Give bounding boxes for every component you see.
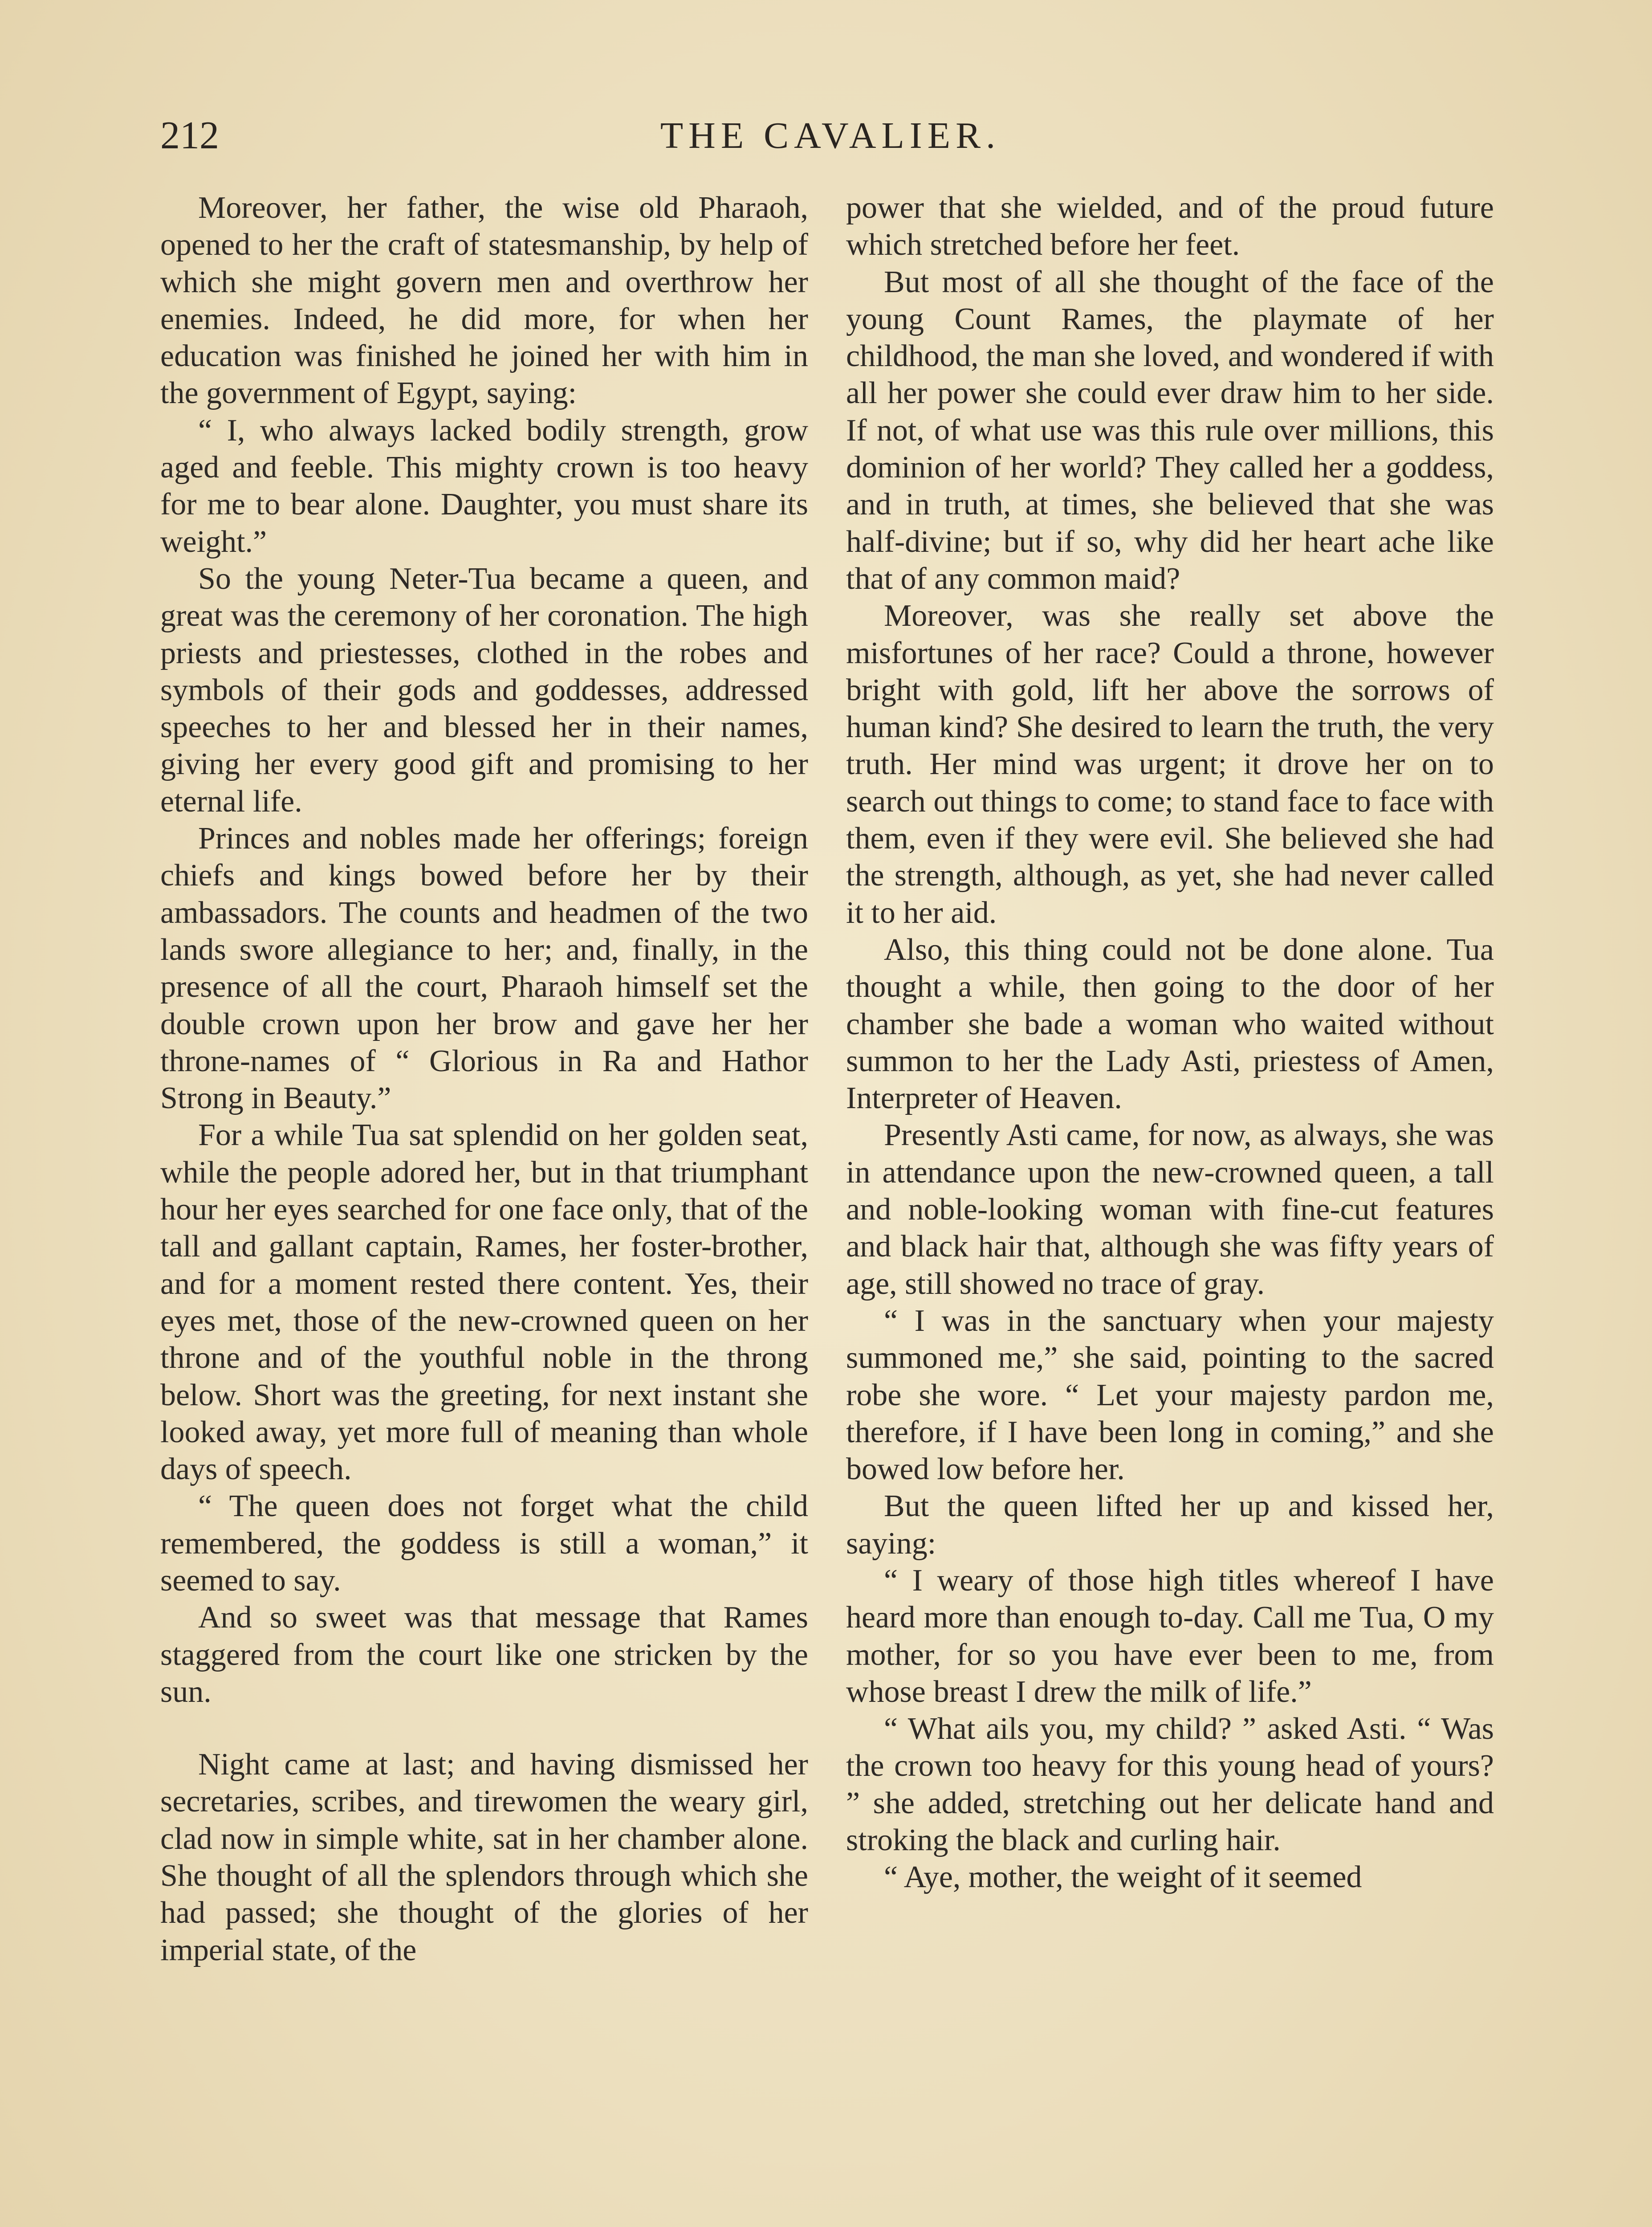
paragraph: Presently Asti came, for now, as always, she was in attendance upon the new-crowned queen, a tall and noble-looking woman with fine-cut features and black hair that, although she was fifty years of age, still showed no trace of gray. (846, 1118, 1494, 1301)
paragraph: “ Aye, mother, the weight of it seemed (884, 1860, 1362, 1895)
paragraph: But the queen lifted her up and kissed her, saying: (846, 1489, 1494, 1561)
paragraph: So the young Neter-Tua became a queen, and great was the ceremony of her coronation. The high priests and priestesses, clothed in the robes and symbols of their gods and goddesses, addressed speeches to her and blessed her in their names, giving her every good gift and promising to her eternal life. (160, 561, 808, 819)
paragraph: “ The queen does not forget what the child remembered, the goddess is still a woman,” it seemed to say. (160, 1489, 808, 1598)
paragraph: Also, this thing could not be done alone. Tua thought a while, then going to the door of her chamber she bade a woman who waited without summon to her the Lady Asti, priestess of Amen, Interpreter of Heaven. (846, 932, 1494, 1116)
paragraph: Princes and nobles made her offerings; foreign chiefs and kings bowed before her by their ambassadors. The counts and headmen of the two lands swore allegiance to her; and, finally, in the presence of all the court, Pharaoh himself set the double crown upon her brow and gave her her throne-names of “ Glorious in Ra and Hathor Strong in Beauty.” (160, 821, 808, 1116)
paragraph: And so sweet was that message that Rames staggered from the court like one stricken by the sun. (160, 1600, 808, 1709)
paragraph: Moreover, her father, the wise old Pharaoh, opened to her the craft of statesmanship, by help of which she might govern men and overthrow her enemies. Indeed, he did more, for when her education was finished he joined her with him in the government of Egypt, saying: (160, 191, 808, 411)
paragraph: “ I, who always lacked bodily strength, grow aged and feeble. This mighty crown is too heavy for me to bear alone. Daughter, you must share its weight.” (160, 413, 808, 559)
page-number: 212 (160, 114, 219, 157)
paragraph: Moreover, was she really set above the misfortunes of her race? Could a throne, however bright with gold, lift her above the sorrows of human kind? She desired to learn the truth, the very truth. Her mind was urgent; it drove her on to search out things to come; to stand face to face with them, even if they were evil. She believed she had the strength, although, as yet, she had never called it to her aid. (846, 599, 1494, 930)
paragraph: “ I weary of those high titles whereof I have heard more than enough to-day. Call me Tua, O my mother, for so you have ever been to me, from whose breast I drew the milk of life.” (846, 1563, 1494, 1709)
paragraph: “ I was in the sanctuary when your majesty summoned me,” she said, pointing to the sacred robe she wore. “ Let your majesty pardon me, therefore, if I have been long in coming,” and she bowed low before her. (846, 1303, 1494, 1487)
paragraph: For a while Tua sat splendid on her golden seat, while the people adored her, but in that triumphant hour her eyes searched for one face only, that of the tall and gallant captain, Rames, her foster-brother, and for a moment rested there content. Yes, their eyes met, those of the new-crowned queen on her throne and of the youthful noble in the throng below. Short was the greeting, for next instant she looked away, yet more full of meaning than whole days of speech. (160, 1118, 808, 1487)
paragraph: “ What ails you, my child? ” asked Asti. “ Was the crown too heavy for this young head of yours? ” she added, stretching out her delicate hand and stroking the black and curling hair. (846, 1712, 1494, 1858)
paragraph: Night came at last; and having dismissed her secretaries, scribes, and tirewomen the weary girl, clad now in simple white, sat in her chamber alone. She thought of all the splendors through which she had passed; she thought of the glories of her imperial state, of the (160, 1747, 808, 1967)
left-text-column (160, 189, 808, 2227)
running-title: THE CAVALIER. (660, 115, 1001, 156)
paragraph: power that she wielded, and of the proud future which stretched before her feet. (846, 191, 1494, 262)
right-text-column (846, 189, 1494, 2227)
page-header (160, 107, 1501, 174)
paragraph: But most of all she thought of the face of the young Count Rames, the playmate of her childhood, the man she loved, and wondered if with all her power she could ever draw him to her side. If not, of what use was this rule over millions, this dominion of her world? They called her a goddess, and in truth, at times, she believed that she was half-divine; but if so, why did her heart ache like that of any common maid? (846, 265, 1494, 596)
